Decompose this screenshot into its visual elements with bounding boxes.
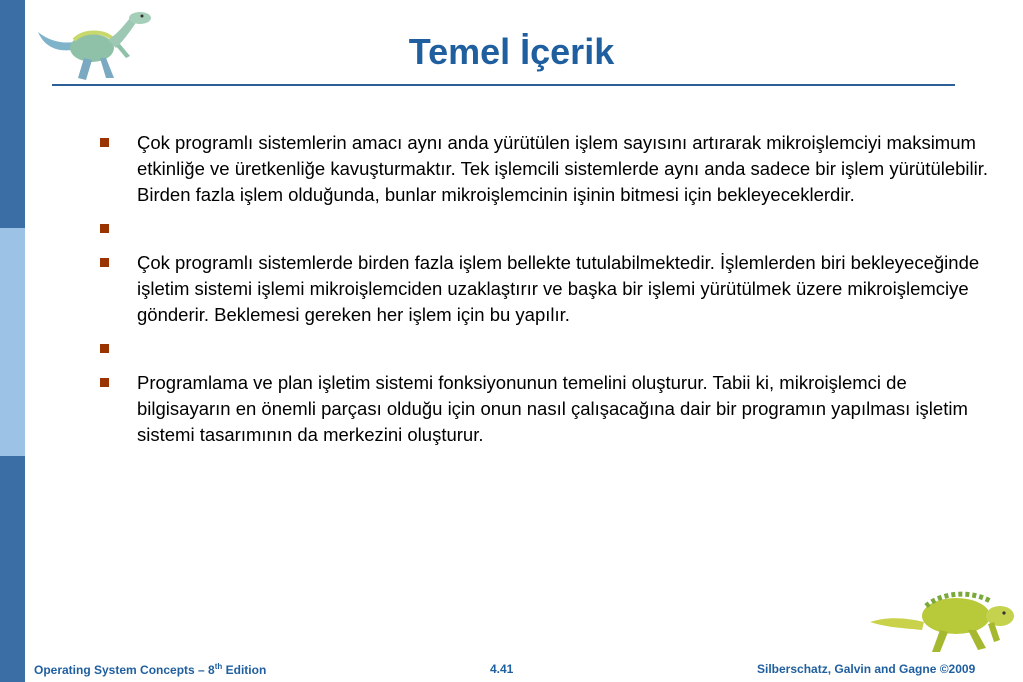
square-bullet-icon: [100, 138, 109, 147]
bullet-text: Programlama ve plan işletim sistemi fonksiyonunun temelini oluşturur. Tabii ki, mikroişlemci de bilgisayarın en önemli parçası olduğu için onun nasıl çalışacağına dair bir programın yapılması işletim sistemi tasarımının da merkezini oluşturur.: [137, 372, 968, 445]
list-item: [100, 216, 1005, 242]
slide-title: Temel İçerik: [408, 31, 615, 72]
square-bullet-icon: [100, 378, 109, 387]
slide-number: 4.41: [490, 662, 514, 676]
list-item: [100, 130, 1005, 208]
list-item: [100, 370, 1005, 448]
title-divider: [52, 84, 955, 86]
bullet-text: Çok programlı sistemlerin amacı aynı anda yürütülen işlem sayısını artırarak mikroişlemciyi maksimum etkinliğe ve üretkenliğe kavuşturmaktır. Tek işlemcili sistemlerde aynı anda sadece bir işlem yürütülebilir. Birden fazla işlem olduğunda, bunlar mikroişlemcinin işinin bitmesi için bekleyeceklerdir.: [137, 132, 989, 205]
footer-edition-superscript: th: [214, 662, 223, 671]
bullet-text: Çok programlı sistemlerde birden fazla işlem bellekte tutulabilmektedir. İşlemlerden biri bekleyeceğinde işletim sistemi işlemi mikroişlemciden uzaklaştırır ve başka bir işlemi yürütülmek üzere mikroişlemciye gönderir. Beklemesi gereken her işlem için bu yapılır.: [137, 252, 980, 325]
bullet-list: [100, 130, 1005, 448]
footer-book-title-text: Operating System Concepts – 8: [34, 663, 215, 677]
sidebar-segment-middle: [0, 228, 25, 456]
list-item: [100, 336, 1005, 362]
footer-authors: Silberschatz, Galvin and Gagne ©2009: [757, 662, 976, 676]
footer-book-title: [34, 662, 266, 677]
left-sidebar: [0, 0, 25, 682]
dinosaur-icon: [868, 586, 1018, 654]
square-bullet-icon: [100, 258, 109, 267]
footer-edition-text: Edition: [222, 663, 267, 677]
list-item: [100, 250, 1005, 328]
square-bullet-icon: [100, 344, 109, 353]
sidebar-segment-bottom: [0, 456, 25, 682]
square-bullet-icon: [100, 224, 109, 233]
